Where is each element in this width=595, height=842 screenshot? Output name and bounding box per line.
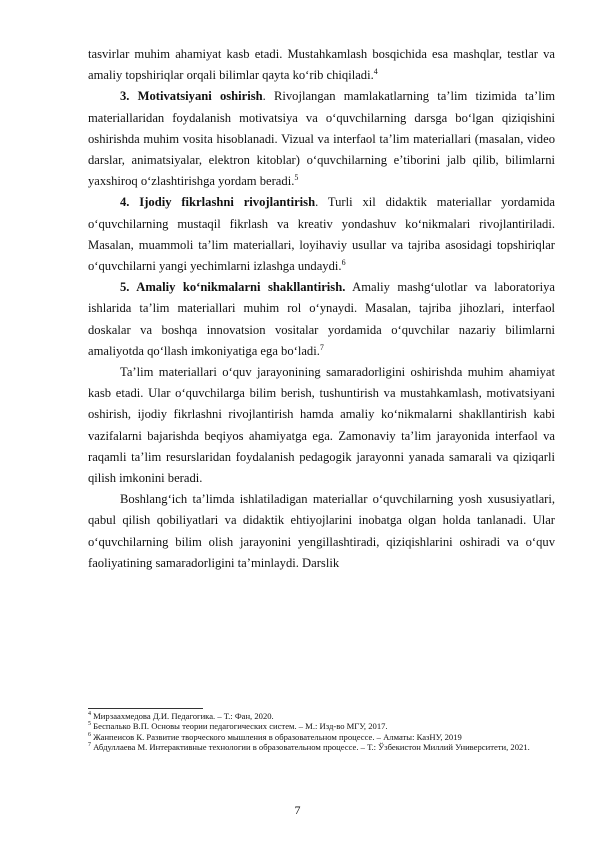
page-number: 7: [294, 803, 301, 817]
footnote-number: 4: [88, 711, 91, 718]
footnote: [88, 732, 555, 742]
footnote-divider: [88, 708, 203, 709]
footnote-text: Абдуллаева М. Интерактивные технологии в образовательном процессе. – Т.: Ўзбекистон Миллий Университети, 2021.: [93, 742, 530, 753]
footnote: [88, 721, 555, 731]
footnote-number: 6: [88, 731, 91, 738]
footnote: [88, 711, 555, 721]
paragraph-practical-skills: [88, 277, 555, 362]
paragraph-motivation: [88, 86, 555, 192]
footnote-text: Жанпеисов К. Развитие творческого мышления в образовательном процессе. – Алматы: КазНУ, 2019: [93, 731, 462, 742]
paragraph-continuation: [88, 44, 555, 86]
paragraph-summary: [88, 362, 555, 489]
footnote-number: 7: [88, 742, 91, 749]
footnote-ref[interactable]: 7: [319, 342, 324, 352]
paragraph-creative-thinking: [88, 192, 555, 277]
paragraph-text: Amaliy mashg‘ulotlar va laboratoriya ishlarida ta’lim materiallari muhim rol o‘ynaydi. Masalan, tajriba jihozlari, interfaol doskalar va boshqa innovatsion vositalar yordamida o‘quvchilar nazariy bilimlarni amaliyotda qo‘llash imkoniyatiga ega bo‘ladi.: [88, 280, 555, 358]
paragraph-heading: 3. Motivatsiyani oshirish: [120, 89, 263, 104]
paragraph-heading: 4. Ijodiy fikrlashni rivojlantirish: [120, 195, 316, 210]
paragraph-primary-education: [88, 489, 555, 574]
footnote-ref[interactable]: 6: [341, 257, 346, 267]
footnote-text: Беспалько В.П. Основы теории педагогических систем. – М.: Изд-во МГУ, 2017.: [93, 721, 388, 732]
paragraph-text: . Rivojlangan mamlakatlarning ta’lim tizimida ta’lim materiallaridan foydalanish motivatsiya va o‘quvchilarning darsga bo‘lgan qiziqishini oshirishda muhim vosita hisoblanadi. Vizual va interfaol ta’lim materiallari (masalan, video darslar, animatsiyalar, elektron kitoblar) o‘quvchilarning e’tiborini jalb qilib, bilimlarni yaxshiroq o‘zlashtirishga yordam beradi.: [88, 89, 555, 189]
paragraph-text: Boshlang‘ich ta’limda ishlatiladigan materiallar o‘quvchilarning yosh xususiyatlari, qabul qilish qobiliyatlari va didaktik ehtiyojlarini inobatga olgan holda tanlanadi. Ular o‘quvchilarning bilim olish jarayonini yengillashtiradi, qiziqishlarini oshiradi va o‘quv faoliyatining samaradorligini ta’minlaydi. Darslik: [88, 492, 555, 570]
footnote-text: Мирзаахмедова Д.И. Педагогика. – Т.: Фан, 2020.: [93, 711, 274, 721]
paragraph-text: tasvirlar muhim ahamiyat kasb etadi. Mustahkamlash bosqichida esa mashqlar, testlar va amaliy topshiriqlar orqali bilimlar qayta ko‘rib chiqiladi.: [88, 47, 555, 83]
page-body: [88, 44, 555, 574]
paragraph-text: Ta’lim materiallari o‘quv jarayonining samaradorligini oshirishda muhim ahamiyat kasb etadi. Ular o‘quvchilarga bilim berish, tushuntirish va mustahkamlash, motivatsiyani oshirish, ijodiy fikrlashni rivojlantirish hamda amaliy ko‘nikmalarni shakllantirish kabi vazifalarni bajarishda beqiyos ahamiyatga ega. Zamonaviy ta’lim jarayonida interfaol va raqamli ta’lim resurslaridan foydalanish pedagogik jarayonni yanada samarali va qiziqarli qilish imkonini beradi.: [88, 365, 555, 486]
footnotes: [88, 708, 555, 753]
footnote-ref[interactable]: 5: [294, 173, 299, 183]
paragraph-text: . Turli xil didaktik materiallar yordamida o‘quvchilarning mustaqil fikrlash va kreativ yondashuv ko‘nikmalari rivojlantiriladi. Masalan, muammoli ta’lim materiallari, loyihaviy usullar va tajriba asosidagi topshiriqlar o‘quvchilarni yangi yechimlarni izlashga undaydi.: [88, 195, 555, 274]
footnote-number: 5: [88, 721, 91, 728]
paragraph-heading: 5. Amaliy ko‘nikmalarni shakllantirish.: [120, 280, 346, 295]
footnote: [88, 742, 555, 752]
footnote-ref[interactable]: 4: [373, 67, 378, 77]
